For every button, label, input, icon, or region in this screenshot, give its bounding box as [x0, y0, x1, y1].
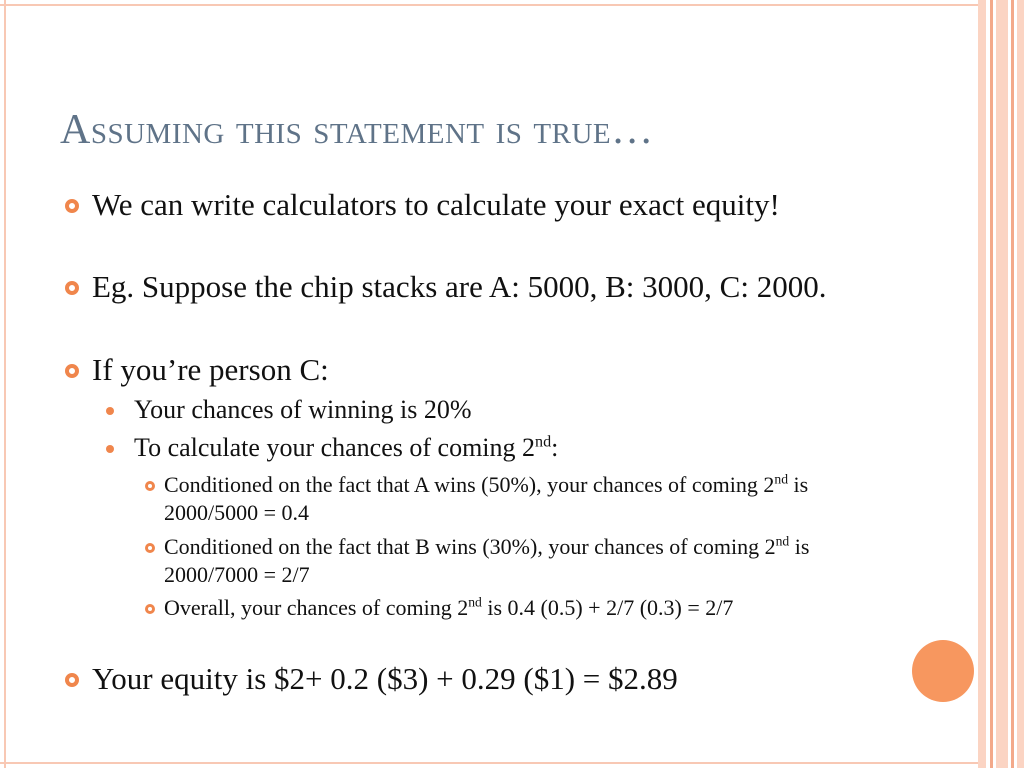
- sub-bullet-item: [134, 432, 874, 464]
- sub-bullet-item: [134, 394, 874, 426]
- bullet-item: [92, 660, 882, 697]
- ordinal-suffix: nd: [774, 471, 788, 487]
- decor-stripe: [1011, 0, 1014, 768]
- frame-left-line: [4, 0, 6, 768]
- frame-bottom-line: [0, 762, 985, 764]
- ordinal-suffix: nd: [775, 533, 790, 549]
- sub-sub-bullet-text: Conditioned on the fact that A wins (50%), your chances of coming 2: [164, 472, 775, 497]
- hollow-circle-icon: [65, 673, 79, 687]
- decor-stripe: [990, 0, 993, 768]
- filled-dot-icon: [106, 407, 114, 415]
- bullet-text: Your equity is $2+ 0.2 ($3) + 0.29 ($1) = $2.89: [92, 661, 678, 696]
- bullet-item: [92, 268, 882, 305]
- ordinal-suffix: nd: [535, 433, 552, 451]
- hollow-circle-icon: [145, 481, 155, 491]
- sub-sub-bullet-item: [164, 594, 874, 622]
- hollow-circle-icon: [65, 281, 79, 295]
- slide-title: Assuming this statement is true…: [60, 107, 654, 153]
- sub-sub-bullet-text-end: is 2000/5000 = 0.4: [164, 472, 809, 525]
- sub-sub-bullet-text: Overall, your chances of coming 2: [164, 595, 469, 620]
- decor-stripe: [996, 0, 1008, 768]
- sub-bullet-text: Your chances of winning is 20%: [134, 395, 472, 424]
- hollow-circle-icon: [145, 604, 155, 614]
- sub-bullet-text-end: :: [551, 433, 559, 462]
- hollow-circle-icon: [65, 199, 79, 213]
- bullet-text: We can write calculators to calculate your exact equity!: [92, 187, 780, 222]
- sub-sub-bullet-item: [164, 471, 874, 527]
- decor-circle: [912, 640, 974, 702]
- bullet-item: [92, 186, 882, 223]
- hollow-circle-icon: [65, 364, 79, 378]
- bullet-text: Eg. Suppose the chip stacks are A: 5000, B: 3000, C: 2000.: [92, 269, 827, 304]
- bullet-text: If you’re person C:: [92, 352, 329, 387]
- bullet-item: [92, 351, 882, 388]
- decor-stripe: [978, 0, 986, 768]
- frame-top-line: [0, 4, 985, 6]
- decor-stripe: [1017, 0, 1024, 768]
- filled-dot-icon: [106, 445, 114, 453]
- hollow-circle-icon: [145, 543, 155, 553]
- sub-sub-bullet-item: [164, 533, 874, 589]
- sub-bullet-text: To calculate your chances of coming 2: [134, 433, 536, 462]
- sub-sub-bullet-text: Conditioned on the fact that B wins (30%), your chances of coming 2: [164, 534, 776, 559]
- sub-sub-bullet-text-end: is 2000/7000 = 2/7: [164, 534, 810, 587]
- sub-sub-bullet-text-end: is 0.4 (0.5) + 2/7 (0.3) = 2/7: [481, 595, 734, 620]
- ordinal-suffix: nd: [468, 594, 482, 610]
